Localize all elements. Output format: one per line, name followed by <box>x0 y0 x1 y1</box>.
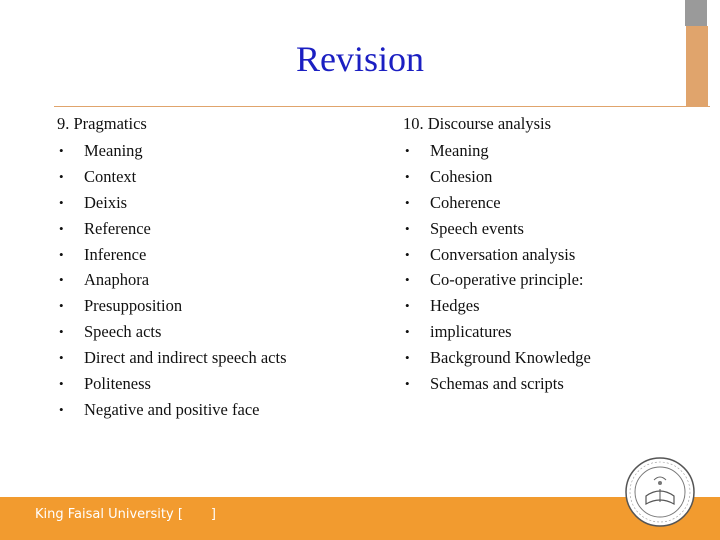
title-divider <box>54 106 710 107</box>
pragmatics-list-item <box>57 319 287 345</box>
footer-bar <box>0 497 720 540</box>
pragmatics-item-label: Direct and indirect speech acts <box>84 348 287 368</box>
discourse-list-item <box>403 190 591 216</box>
bullet-icon: • <box>405 324 410 340</box>
pragmatics-list-item <box>57 397 287 423</box>
discourse-column <box>403 112 591 397</box>
pragmatics-list-item <box>57 293 287 319</box>
pragmatics-list-item <box>57 242 287 268</box>
pragmatics-item-label: Inference <box>84 244 147 264</box>
bullet-icon: • <box>59 350 64 366</box>
pragmatics-item-label: Negative and positive face <box>84 399 260 419</box>
bullet-icon: • <box>59 246 64 262</box>
discourse-item-label: Coherence <box>430 192 501 212</box>
discourse-heading: 10. Discourse analysis <box>403 114 552 133</box>
pragmatics-list <box>57 138 287 423</box>
bullet-icon: • <box>59 324 64 340</box>
bullet-icon: • <box>59 168 64 184</box>
university-seal-logo <box>624 456 696 528</box>
pragmatics-list-item <box>57 371 287 397</box>
discourse-list-item <box>403 216 591 242</box>
pragmatics-list-item <box>57 216 287 242</box>
bullet-icon: • <box>59 298 64 314</box>
pragmatics-item-label: Reference <box>84 218 151 238</box>
bullet-icon: • <box>405 194 410 210</box>
discourse-list-item <box>403 242 591 268</box>
discourse-list-item <box>403 345 591 371</box>
pragmatics-item-label: Speech acts <box>84 322 162 342</box>
discourse-list-item <box>403 371 591 397</box>
bullet-icon: • <box>405 220 410 236</box>
discourse-list-item <box>403 267 591 293</box>
bullet-icon: • <box>59 194 64 210</box>
bullet-icon: • <box>59 376 64 392</box>
bullet-icon: • <box>59 143 64 158</box>
discourse-list <box>403 138 591 397</box>
discourse-item-label: Hedges <box>430 296 480 316</box>
pragmatics-item-label: Context <box>84 166 137 186</box>
pragmatics-item-label: Presupposition <box>84 296 183 316</box>
slide-title: Revision <box>295 39 424 79</box>
discourse-item-label: Cohesion <box>430 166 493 186</box>
pragmatics-list-item <box>57 345 287 371</box>
bullet-icon: • <box>405 272 410 288</box>
discourse-item-label: Schemas and scripts <box>430 374 564 394</box>
pragmatics-list-item <box>57 267 287 293</box>
pragmatics-item-label: Politeness <box>84 374 151 394</box>
pragmatics-column <box>57 112 287 423</box>
pragmatics-list-item <box>57 164 287 190</box>
bullet-icon: • <box>405 143 410 158</box>
university-name: King Faisal University [ <box>35 507 183 522</box>
discourse-item-label: Conversation analysis <box>430 244 576 264</box>
pragmatics-item-label: Meaning <box>84 141 143 160</box>
footer-bracket: ] <box>210 507 216 522</box>
discourse-item-label: implicatures <box>430 322 512 342</box>
pragmatics-list-item <box>57 190 287 216</box>
bullet-icon: • <box>405 376 410 392</box>
discourse-list-item <box>403 319 591 345</box>
discourse-item-label: Co-operative principle: <box>430 270 584 290</box>
pragmatics-item-label: Deixis <box>84 192 128 212</box>
pragmatics-list-item <box>57 138 287 164</box>
footer-text <box>35 507 216 522</box>
bullet-icon: • <box>59 401 64 417</box>
bullet-icon: • <box>59 272 64 288</box>
bullet-icon: • <box>405 246 410 262</box>
bullet-icon: • <box>405 168 410 184</box>
pragmatics-item-label: Anaphora <box>84 270 150 290</box>
discourse-list-item <box>403 293 591 319</box>
corner-decoration <box>685 0 707 26</box>
pragmatics-heading: 9. Pragmatics <box>57 114 147 133</box>
discourse-list-item <box>403 138 591 164</box>
bullet-icon: • <box>405 298 410 314</box>
discourse-item-label: Meaning <box>430 141 489 160</box>
discourse-item-label: Background Knowledge <box>430 348 591 368</box>
discourse-item-label: Speech events <box>430 218 524 238</box>
bullet-icon: • <box>405 350 410 366</box>
bullet-icon: • <box>59 220 64 236</box>
discourse-list-item <box>403 164 591 190</box>
